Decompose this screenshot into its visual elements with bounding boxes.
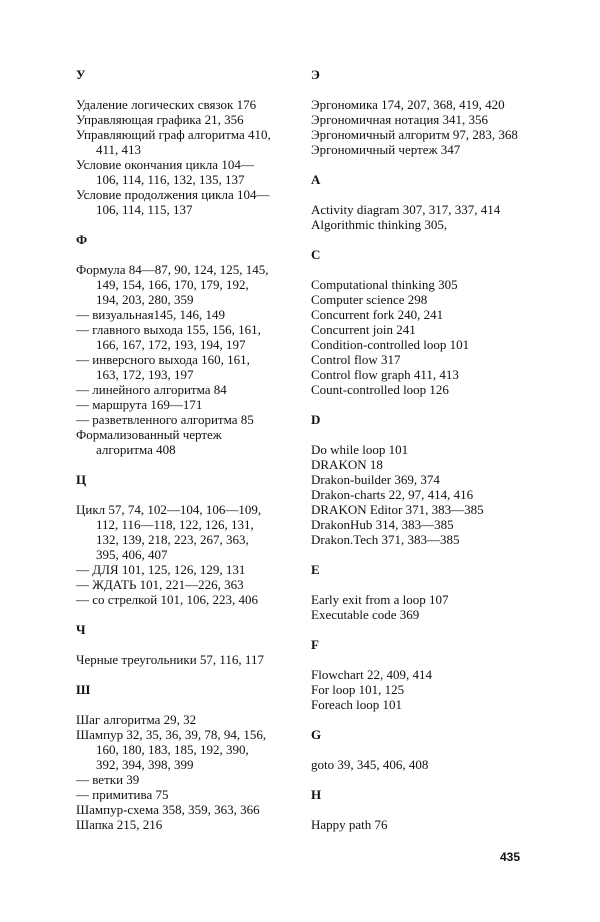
section-letter: G: [311, 727, 322, 742]
section-gap: [76, 667, 298, 682]
section-letter: D: [311, 412, 321, 427]
index-entry: Executable code 369: [311, 607, 420, 622]
index-entry: Формализованный чертеж алгоритма 408: [76, 427, 222, 457]
section-letter: Ш: [76, 682, 91, 697]
section-letter: C: [311, 247, 321, 262]
index-entry: Эргономика 174, 207, 368, 419, 420: [311, 97, 505, 112]
index-entry: Control flow graph 411, 413: [311, 367, 459, 382]
index-column-left: [76, 67, 298, 832]
index-entry: Управляющий граф алгоритма 410, 411, 413: [76, 127, 271, 157]
section-gap: [311, 622, 551, 637]
index-entry: Шапка 215, 216: [76, 817, 163, 832]
section-letter: A: [311, 172, 321, 187]
index-entry: — ветки 39: [76, 772, 140, 787]
section-letter: F: [311, 637, 319, 652]
index-entry: For loop 101, 125: [311, 682, 405, 697]
section-gap: [311, 712, 551, 727]
index-entry: Шампур-схема 358, 359, 363, 366: [76, 802, 260, 817]
index-entry: Concurrent join 241: [311, 322, 416, 337]
section-letter: E: [311, 562, 320, 577]
section-letter: Ч: [76, 622, 86, 637]
index-entry: Condition-controlled loop 101: [311, 337, 470, 352]
index-entry: Формула 84—87, 90, 124, 125, 145, 149, 154, 166, 170, 179, 192, 194, 203, 280, 359: [76, 262, 269, 307]
section-letter: Ф: [76, 232, 88, 247]
section-gap: [76, 457, 298, 472]
index-entry: — ДЛЯ 101, 125, 126, 129, 131: [76, 562, 246, 577]
index-entry: Early exit from a loop 107: [311, 592, 449, 607]
index-entry: Условие окончания цикла 104— 106, 114, 116, 132, 135, 137: [76, 157, 254, 187]
index-entry: Условие продолжения цикла 104— 106, 114, 115, 137: [76, 187, 270, 217]
index-entry: Control flow 317: [311, 352, 401, 367]
index-entry: Count-controlled loop 126: [311, 382, 449, 397]
index-column-right: [311, 67, 551, 832]
index-entry: Computer science 298: [311, 292, 428, 307]
index-entry: — маршрута 169—171: [76, 397, 203, 412]
section-gap: [76, 607, 298, 622]
section-letter: Ц: [76, 472, 87, 487]
section-gap: [76, 217, 298, 232]
index-entry: Черные треугольники 57, 116, 117: [76, 652, 264, 667]
index-entry: — разветвленного алгоритма 85: [76, 412, 254, 427]
index-entry: Drakon.Tech 371, 383—385: [311, 532, 460, 547]
index-entry: Шампур 32, 35, 36, 39, 78, 94, 156, 160, 180, 183, 185, 192, 390, 392, 394, 398, 399: [76, 727, 267, 772]
section-letter: Э: [311, 67, 320, 82]
index-entry: Цикл 57, 74, 102—104, 106—109, 112, 116—118, 122, 126, 131, 132, 139, 218, 223, 267, 363, 395, 406, 407: [76, 502, 262, 562]
index-entry: DRAKON 18: [311, 457, 383, 472]
section-letter: H: [311, 787, 322, 802]
index-entry: Drakon-builder 369, 374: [311, 472, 440, 487]
index-entry: — примитива 75: [76, 787, 169, 802]
section-gap: [311, 232, 551, 247]
index-entry: Happy path 76: [311, 817, 388, 832]
index-entry: — визуальная145, 146, 149: [76, 307, 226, 322]
section-letter: У: [76, 67, 86, 82]
index-entry: — инверсного выхода 160, 161, 163, 172, 193, 197: [76, 352, 250, 382]
index-entry: Эргономичный алгоритм 97, 283, 368: [311, 127, 518, 142]
index-entry: — главного выхода 155, 156, 161, 166, 167, 172, 193, 194, 197: [76, 322, 261, 352]
index-entry: DRAKON Editor 371, 383—385: [311, 502, 484, 517]
index-entry: Эргономичный чертеж 347: [311, 142, 461, 157]
index-entry: goto 39, 345, 406, 408: [311, 757, 429, 772]
section-gap: [311, 157, 551, 172]
index-entry: Управляющая графика 21, 356: [76, 112, 244, 127]
index-entry: Concurrent fork 240, 241: [311, 307, 444, 322]
index-entry: — ЖДАТЬ 101, 221—226, 363: [76, 577, 244, 592]
page-number: 435: [499, 850, 520, 864]
index-entry: Drakon-charts 22, 97, 414, 416: [311, 487, 474, 502]
section-gap: [311, 397, 551, 412]
index-entry: Шаг алгоритма 29, 32: [76, 712, 197, 727]
section-gap: [311, 772, 551, 787]
index-entry: DrakonHub 314, 383—385: [311, 517, 454, 532]
index-entry: Удаление логических связок 176: [76, 97, 257, 112]
index-entry: Algorithmic thinking 305,: [311, 217, 448, 232]
section-gap: [311, 547, 551, 562]
index-entry: Computational thinking 305: [311, 277, 458, 292]
index-entry: Flowchart 22, 409, 414: [311, 667, 432, 682]
index-entry: — линейного алгоритма 84: [76, 382, 227, 397]
index-entry: Эргономичная нотация 341, 356: [311, 112, 489, 127]
index-entry: Do while loop 101: [311, 442, 409, 457]
index-entry: — со стрелкой 101, 106, 223, 406: [76, 592, 258, 607]
index-entry: Activity diagram 307, 317, 337, 414: [311, 202, 501, 217]
index-entry: Foreach loop 101: [311, 697, 402, 712]
